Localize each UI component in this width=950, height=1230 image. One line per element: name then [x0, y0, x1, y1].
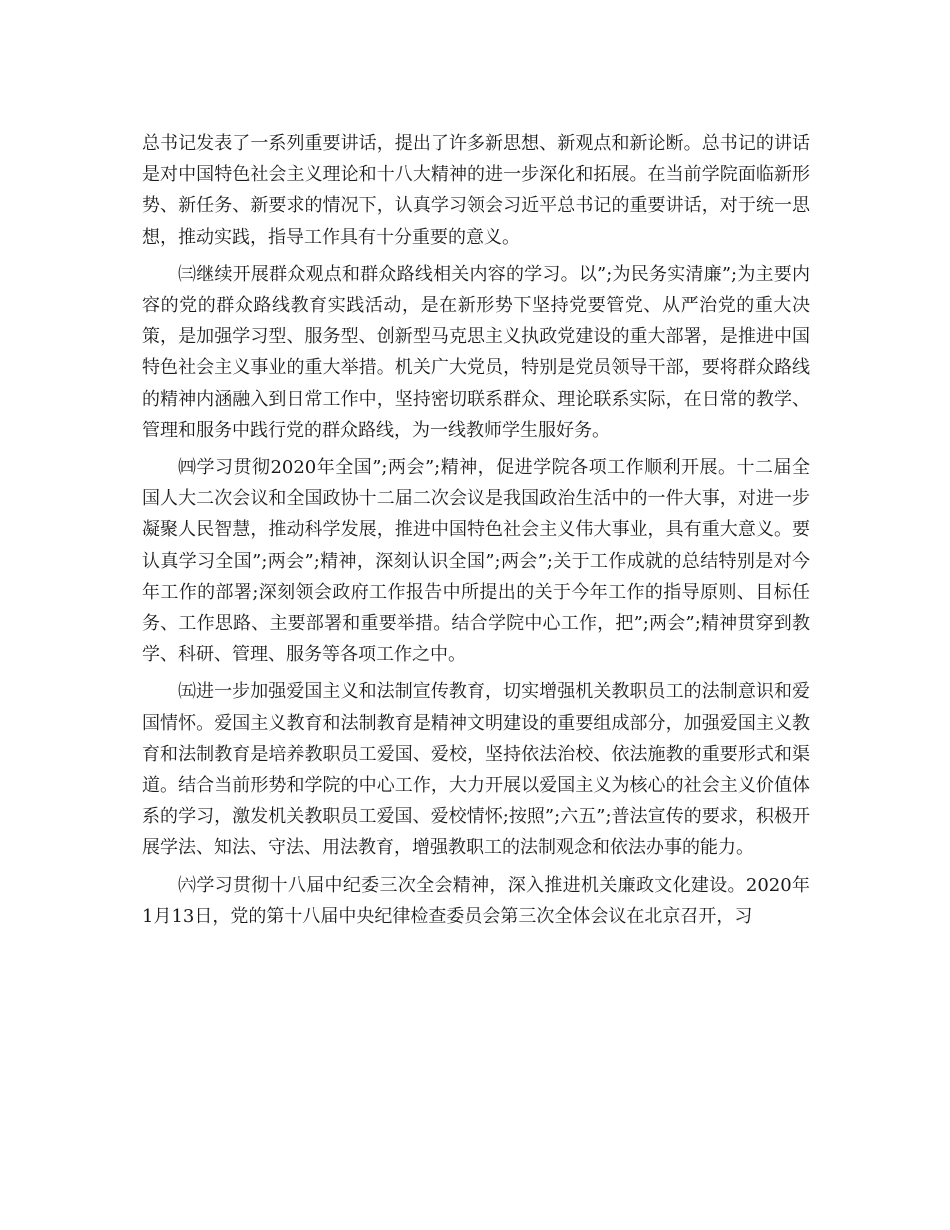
- document-body: [142, 128, 810, 938]
- paragraph-section-6: ㈥学习贯彻十八届中纪委三次全会精神，深入推进机关廉政文化建设。2020年1月13日，党的第十八届中央纪律检查委员会第三次全体会议在北京召开，习: [142, 874, 810, 927]
- paragraph-continued: 总书记发表了一系列重要讲话，提出了许多新思想、新观点和新论断。总书记的讲话是对中国特色社会主义理论和十八大精神的进一步深化和拓展。在当前学院面临新形势、新任务、新要求的情况下，认真学习领会习近平总书记的重要讲话，对于统一思想，推动实践，指导工作具有十分重要的意义。: [142, 133, 810, 248]
- paragraph-section-5: ㈤进一步加强爱国主义和法制宣传教育，切实增强机关教职员工的法制意识和爱国情怀。爱国主义教育和法制教育是精神文明建设的重要组成部分，加强爱国主义教育和法制教育是培养教职员工爱国、爱校，坚持依法治校、依法施教的重要形式和渠道。结合当前形势和学院的中心工作，大力开展以爱国主义为核心的社会主义价值体系的学习，激发机关教职员工爱国、爱校情怀;按照”;六五”;普法宣传的要求，积极开展学法、知法、守法、用法教育，增强教职工的法制观念和依法办事的能力。: [142, 681, 810, 859]
- paragraph-section-4: ㈣学习贯彻2020年全国”;两会”;精神，促进学院各项工作顺利开展。十二届全国人大二次会议和全国政协十二届二次会议是我国政治生活中的一件大事，对进一步凝聚人民智慧，推动科学发展，推进中国特色社会主义伟大事业，具有重大意义。要认真学习全国”;两会”;精神，深刻认识全国”;两会”;关于工作成就的总结特别是对今年工作的部署;深刻领会政府工作报告中所提出的关于今年工作的指导原则、目标任务、工作思路、主要部署和重要举措。结合学院中心工作，把”;两会”;精神贯穿到教学、科研、管理、服务等各项工作之中。: [142, 457, 810, 666]
- paragraph-section-3: ㈢继续开展群众观点和群众路线相关内容的学习。以”;为民务实清廉”;为主要内容的党的群众路线教育实践活动，是在新形势下坚持党要管党、从严治党的重大决策，是加强学习型、服务型、创新型马克思主义执政党建设的重大部署，是推进中国特色社会主义事业的重大举措。机关广大党员，特别是党员领导干部，要将群众路线的精神内涵融入到日常工作中，坚持密切联系群众、理论联系实际，在日常的教学、管理和服务中践行党的群众路线，为一线教师学生服好务。: [142, 263, 810, 441]
